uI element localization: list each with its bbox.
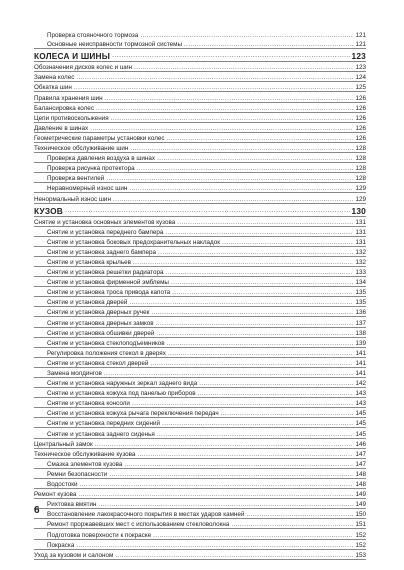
toc-entry-page: 148 bbox=[355, 470, 366, 478]
toc-entry-page: 126 bbox=[355, 134, 366, 142]
dot-leader bbox=[168, 350, 353, 357]
body-entries bbox=[34, 217, 366, 560]
dot-leader bbox=[167, 135, 353, 142]
dot-leader bbox=[113, 196, 353, 203]
section-page: 123 bbox=[351, 51, 366, 62]
toc-entry bbox=[34, 317, 366, 327]
toc-section-wheels bbox=[34, 49, 366, 62]
toc-entry-page: 132 bbox=[355, 248, 366, 256]
toc-entry bbox=[34, 113, 366, 123]
toc-entry-label: Снятие и установка дверей bbox=[47, 299, 128, 307]
dot-leader bbox=[132, 400, 353, 407]
dot-leader bbox=[165, 229, 353, 236]
toc-entry bbox=[34, 469, 366, 479]
toc-entry-label: Снятие и установка основных элементов кузова bbox=[34, 218, 176, 226]
toc-entry-page: 152 bbox=[355, 531, 366, 539]
toc-entry-page: 137 bbox=[355, 319, 366, 327]
dot-leader bbox=[106, 175, 353, 182]
dot-leader bbox=[79, 481, 353, 488]
toc-entry bbox=[34, 237, 366, 247]
toc-entry-page: 121 bbox=[355, 41, 366, 49]
dot-leader bbox=[99, 501, 354, 508]
toc-entry-label: Снятие и установка кожуха рычага переключения передач bbox=[47, 410, 219, 418]
toc-entry-label: Снятие и установка дверных замков bbox=[47, 319, 154, 327]
toc-entry-page: 135 bbox=[355, 289, 366, 297]
dot-leader bbox=[166, 269, 354, 276]
toc-entry-label: Восстановление лакокрасочного покрытия в местах ударов камней bbox=[47, 511, 245, 519]
toc-entry bbox=[34, 398, 366, 408]
toc-entry-page: 129 bbox=[355, 195, 366, 203]
toc-entry-label: Уход за кузовом и салоном bbox=[34, 551, 114, 559]
toc-entry-page: 133 bbox=[355, 269, 366, 277]
toc-entry-page: 153 bbox=[355, 551, 366, 559]
toc-entry-page: 123 bbox=[355, 64, 366, 72]
dot-leader bbox=[124, 461, 353, 468]
toc-entry-page: 126 bbox=[355, 94, 366, 102]
toc-entry-label: Центральный замок bbox=[34, 440, 93, 448]
toc-entry bbox=[34, 540, 366, 550]
toc-entry-page: 138 bbox=[355, 329, 366, 337]
dot-leader bbox=[74, 84, 353, 91]
dot-leader bbox=[150, 360, 353, 367]
toc-entry bbox=[34, 328, 366, 338]
toc-entry-label: Замена колес bbox=[34, 74, 75, 82]
toc-entry bbox=[34, 529, 366, 539]
toc-entry bbox=[34, 418, 366, 428]
toc-entry bbox=[34, 72, 366, 82]
dot-leader bbox=[158, 249, 353, 256]
toc-entry bbox=[34, 489, 366, 499]
toc-entry bbox=[34, 277, 366, 287]
dot-leader bbox=[130, 145, 353, 152]
toc-entry-label: Ненормальный износ шин bbox=[34, 195, 111, 203]
toc-entry bbox=[34, 183, 366, 193]
toc-entry-label: Снятие и установка боковых предохранительных накладок bbox=[47, 238, 220, 246]
dot-leader bbox=[153, 532, 353, 539]
section-page: 130 bbox=[351, 205, 366, 216]
toc-entry-page: 128 bbox=[355, 165, 366, 173]
dot-leader bbox=[129, 299, 353, 306]
toc-entry bbox=[34, 82, 366, 92]
toc-entry bbox=[34, 267, 366, 277]
toc-entry-page: 149 bbox=[355, 501, 366, 509]
toc-entry-label: Снятие и установка троса привода капота bbox=[47, 289, 171, 297]
toc-entry-label: Смазка элементов кузова bbox=[47, 460, 123, 468]
toc-entry-page: 147 bbox=[355, 450, 366, 458]
toc-entry bbox=[34, 30, 366, 39]
toc-entry bbox=[34, 509, 366, 519]
toc-entry-page: 147 bbox=[355, 460, 366, 468]
toc-entry-page: 145 bbox=[355, 430, 366, 438]
toc-entry-label: Ремонт проржавевших мест с использованием стекловолокна bbox=[47, 521, 230, 529]
toc-entry bbox=[34, 227, 366, 237]
toc-entry-page: 145 bbox=[355, 420, 366, 428]
dot-leader bbox=[167, 340, 353, 347]
toc-entry-label: Снятие и установка стекол дверей bbox=[47, 359, 149, 367]
section-title: КУЗОВ bbox=[34, 205, 63, 216]
toc-entry bbox=[34, 193, 366, 203]
toc-entry bbox=[34, 92, 366, 102]
dot-leader bbox=[156, 330, 353, 337]
toc-entry bbox=[34, 338, 366, 348]
toc-entry bbox=[34, 550, 366, 560]
toc-entry bbox=[34, 348, 366, 358]
toc-entry bbox=[34, 217, 366, 227]
toc-entry-page: 134 bbox=[355, 279, 366, 287]
toc-entry-label: Ремонт кузова bbox=[34, 491, 77, 499]
dot-leader bbox=[111, 115, 353, 122]
toc-entry bbox=[34, 388, 366, 398]
toc-entry-page: 139 bbox=[355, 339, 366, 347]
toc-entry-label: Проверка давления воздуха в шинах bbox=[47, 155, 156, 163]
toc-entry-label: Снятие и установка стеклоподъемников bbox=[47, 339, 165, 347]
toc-entry bbox=[34, 428, 366, 438]
toc-entry-page: 146 bbox=[355, 440, 366, 448]
toc-entry bbox=[34, 163, 366, 173]
toc-entry-label: Снятие и установка дверных ручек bbox=[47, 309, 150, 317]
toc-entry-label: Снятие и установка обшивки дверей bbox=[47, 329, 155, 337]
dot-leader bbox=[157, 431, 353, 438]
toc-entry bbox=[34, 247, 366, 257]
toc-entry bbox=[34, 307, 366, 317]
toc-entry-label: Снятие и установка решетки радиатора bbox=[47, 269, 164, 277]
toc-entry bbox=[34, 297, 366, 307]
toc-entry-label: Обозначения дисков колес и шин bbox=[34, 64, 132, 72]
toc-entry-page: 142 bbox=[355, 380, 366, 388]
toc-entry bbox=[34, 439, 366, 449]
toc-entry-page: 131 bbox=[355, 228, 366, 236]
toc-entry-page: 126 bbox=[355, 104, 366, 112]
dot-leader bbox=[162, 420, 353, 427]
toc-entry-label: Давление в шинах bbox=[34, 124, 89, 132]
toc-entry-label: Проверка вентилей bbox=[47, 175, 105, 183]
toc-entry-label: Проверка стояночного тормоза bbox=[47, 32, 139, 40]
dot-leader bbox=[177, 219, 353, 226]
toc-entry-label: Снятие и установка фирменной эмблемы bbox=[47, 279, 169, 287]
toc-entry-page: 148 bbox=[355, 481, 366, 489]
toc-entry-label: Водостоки bbox=[47, 481, 78, 489]
dot-leader bbox=[96, 105, 353, 112]
toc-entry-label: Основные неисправности тормозной системы bbox=[47, 41, 183, 49]
toc-entry-page: 131 bbox=[355, 238, 366, 246]
toc-entry-page: 136 bbox=[355, 309, 366, 317]
dot-leader bbox=[134, 64, 353, 71]
toc-entry bbox=[34, 408, 366, 418]
toc-entry-label: Балансировка колес bbox=[34, 104, 94, 112]
toc-entry-page: 129 bbox=[355, 185, 366, 193]
dot-leader bbox=[246, 511, 353, 518]
toc-entry-label: Геометрические параметры установки колес bbox=[34, 134, 165, 142]
toc-entry bbox=[34, 153, 366, 163]
dot-leader bbox=[157, 155, 353, 162]
dot-leader bbox=[105, 95, 353, 102]
toc-entry bbox=[34, 378, 366, 388]
dot-leader bbox=[199, 380, 353, 387]
toc-entry-page: 149 bbox=[355, 491, 366, 499]
dot-leader bbox=[151, 309, 353, 316]
dot-leader bbox=[171, 279, 353, 286]
dot-leader bbox=[137, 165, 353, 172]
toc-entry-label: Неравномерный износ шин bbox=[47, 185, 128, 193]
toc-entry-page: 143 bbox=[355, 390, 366, 398]
toc-entry bbox=[34, 449, 366, 459]
toc-entry-page: 141 bbox=[355, 349, 366, 357]
toc-entry-page: 143 bbox=[355, 400, 366, 408]
toc-entry bbox=[34, 257, 366, 267]
toc-entry-label: Снятие и установка заднего бампера bbox=[47, 248, 157, 256]
toc-entry bbox=[34, 173, 366, 183]
toc-entry bbox=[34, 499, 366, 509]
toc-entry-label: Снятие и установка переднего бампера bbox=[47, 228, 164, 236]
toc-entry-page: 125 bbox=[355, 84, 366, 92]
toc-entry bbox=[34, 39, 366, 49]
dot-leader bbox=[156, 320, 353, 327]
toc-entry bbox=[34, 133, 366, 143]
dot-leader bbox=[129, 185, 353, 192]
toc-entry-page: 128 bbox=[355, 145, 366, 153]
dot-leader bbox=[109, 471, 353, 478]
toc-entry-label: Снятие и установка крыльев bbox=[47, 258, 131, 266]
toc-entry-page: 126 bbox=[355, 114, 366, 122]
toc-entry-label: Цепи противоскольжения bbox=[34, 114, 109, 122]
dot-leader bbox=[78, 491, 353, 498]
dot-leader bbox=[76, 74, 353, 81]
toc-entry-label: Снятие и установка консоли bbox=[47, 400, 130, 408]
toc-entry-label: Правила хранения шин bbox=[34, 94, 103, 102]
toc-entry-page: 126 bbox=[355, 124, 366, 132]
toc-entry-page: 141 bbox=[355, 359, 366, 367]
toc-entry-label: Покраска bbox=[47, 541, 75, 549]
toc-entry bbox=[34, 287, 366, 297]
toc-entry-label: Регулировка положения стекол в дверях bbox=[47, 349, 166, 357]
toc-section-body bbox=[34, 204, 366, 217]
toc-entry bbox=[34, 519, 366, 529]
toc-entry-label: Рихтовка вмятин bbox=[47, 501, 97, 509]
toc-entry bbox=[34, 123, 366, 133]
toc-entry-label: Снятие и установка заднего сиденья bbox=[47, 430, 155, 438]
toc-entry bbox=[34, 459, 366, 469]
toc-entry-page: 141 bbox=[355, 370, 366, 377]
toc-entry-label: Снятие и установка кожуха под панелью приборов bbox=[47, 390, 196, 398]
toc-entry-label: Проверка рисунка протектора bbox=[47, 165, 135, 173]
toc-entry-page: 145 bbox=[355, 410, 366, 418]
dot-leader bbox=[112, 51, 351, 61]
dot-leader bbox=[76, 542, 353, 549]
dot-leader bbox=[95, 441, 353, 448]
dot-leader bbox=[104, 370, 353, 377]
dot-leader bbox=[231, 521, 353, 528]
dot-leader bbox=[90, 125, 353, 132]
toc-entry bbox=[34, 62, 366, 72]
toc-entry bbox=[34, 479, 366, 489]
toc-entry-label: Снятие и установка передних сидений bbox=[47, 420, 161, 428]
toc-entry-label: Ремни безопасности bbox=[47, 470, 108, 478]
toc-entry-page: 131 bbox=[355, 218, 366, 226]
page-number: 6 bbox=[34, 505, 40, 516]
toc-entry-page: 128 bbox=[355, 155, 366, 163]
toc-entry-label: Техническое обслуживание кузова bbox=[34, 450, 136, 458]
dot-leader bbox=[133, 259, 353, 266]
dot-leader bbox=[184, 41, 353, 48]
wheels-entries bbox=[34, 62, 366, 203]
toc-entry-page: 152 bbox=[355, 541, 366, 549]
toc-entry-page: 135 bbox=[355, 299, 366, 307]
dot-leader bbox=[172, 289, 353, 296]
dot-leader bbox=[115, 552, 353, 559]
toc-entry-page: 151 bbox=[355, 521, 366, 529]
toc-entry-page: 128 bbox=[355, 175, 366, 183]
toc-entry-page: 124 bbox=[355, 74, 366, 82]
dot-leader bbox=[221, 410, 353, 417]
dot-leader bbox=[137, 451, 353, 458]
dot-leader bbox=[140, 32, 353, 39]
toc-entry-page: 150 bbox=[355, 511, 366, 519]
toc-entry bbox=[34, 143, 366, 153]
toc-entry bbox=[34, 358, 366, 368]
toc-entry-page: 121 bbox=[355, 32, 366, 40]
dot-leader bbox=[222, 239, 353, 246]
toc-entry-label: Снятие и установка наружных зеркал заднего вида bbox=[47, 380, 198, 388]
toc-entry bbox=[34, 368, 366, 378]
dot-leader bbox=[65, 206, 351, 216]
toc-entry-label: Подготовка поверхности к покраске bbox=[47, 531, 152, 539]
toc-entry-label: Замена молдингов bbox=[47, 370, 102, 377]
toc-entry-label: Обкатка шин bbox=[34, 84, 72, 92]
table-of-contents bbox=[34, 30, 366, 560]
section-title: КОЛЕСА И ШИНЫ bbox=[34, 51, 111, 62]
toc-entry bbox=[34, 103, 366, 113]
toc-entry-page: 132 bbox=[355, 258, 366, 266]
toc-entry-label: Техническое обслуживание шин bbox=[34, 145, 129, 153]
dot-leader bbox=[198, 390, 353, 397]
